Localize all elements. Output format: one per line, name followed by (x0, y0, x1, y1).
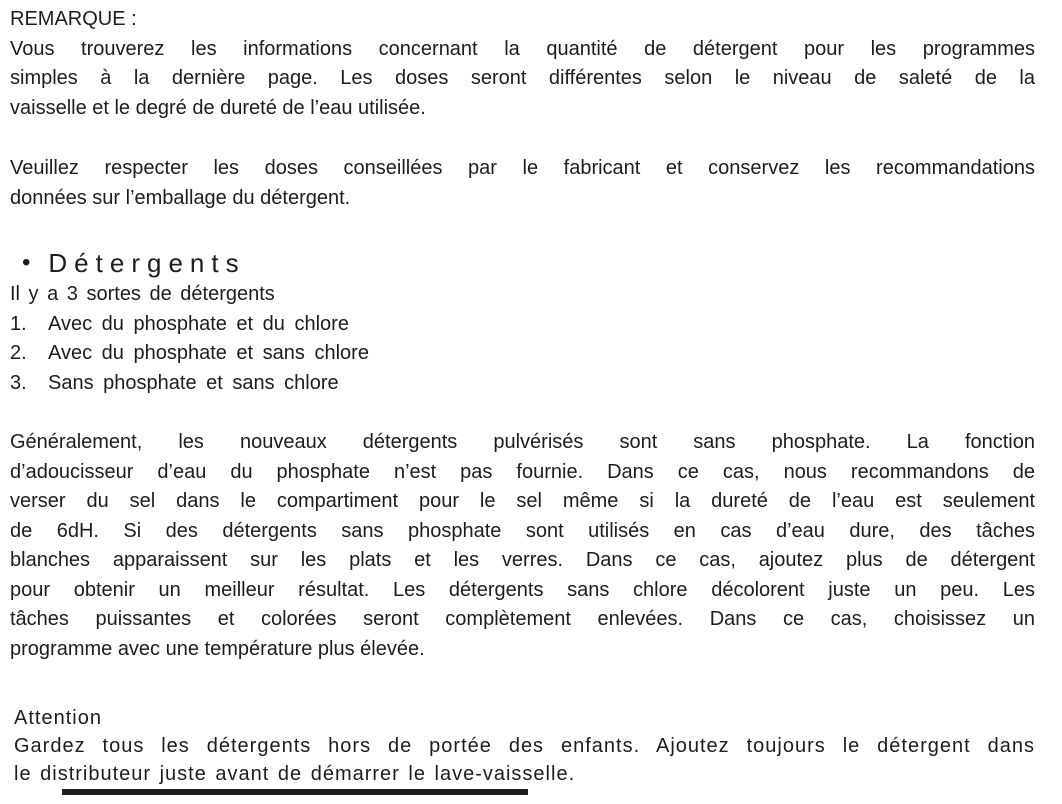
dosage-text-line: Veuillez respecter les doses conseillées par le fabricant et conservez les recommandations (10, 157, 1035, 179)
note-text-line: Vous trouverez les informations concernant la quantité de détergent pour les programmes (10, 37, 1035, 60)
body-text-line: Généralement, les nouveaux détergents pulvérisés sont sans phosphate. La fonction (10, 431, 1035, 453)
note-title: REMARQUE : (10, 8, 137, 30)
list-item-label: Avec du phosphate et du chlore (48, 312, 349, 335)
dosage-section (10, 154, 1035, 213)
attention-text-line: le distributeur juste avant de démarrer le lave-vaisselle. (14, 763, 576, 785)
note-section (10, 5, 1035, 123)
attention-section (10, 704, 1035, 788)
list-item-number: 2. (10, 342, 27, 364)
note-text-line: vaisselle et le degré de dureté de l’eau utilisée. (10, 96, 426, 119)
body-text-line: d’adoucisseur d’eau du phosphate n’est pas fournie. Dans ce cas, nous recommandons de (10, 460, 1035, 483)
detergents-heading (10, 246, 1035, 280)
attention-text-line: Gardez tous les détergents hors de portée des enfants. Ajoutez toujours le détergent dans (14, 735, 1035, 757)
detergents-intro: Il y a 3 sortes de détergents (10, 283, 275, 305)
body-text-line: pour obtenir un meilleur résultat. Les détergents sans chlore décolorent juste un peu. Les (10, 578, 1035, 601)
body-text-line: programme avec une température plus élevée. (10, 637, 425, 660)
detergents-body-section (10, 428, 1035, 664)
note-text-line: simples à la dernière page. Les doses seront différentes selon le niveau de saleté de la (10, 67, 1035, 89)
list-item-label: Sans phosphate et sans chlore (48, 371, 339, 394)
bullet-icon: • (22, 249, 31, 276)
detergents-heading-label: Détergents (48, 248, 246, 278)
list-item (10, 369, 1035, 399)
attention-title: Attention (14, 707, 102, 729)
list-item-number: 1. (10, 312, 27, 335)
detergent-types-list (10, 310, 1035, 399)
dosage-text-line: données sur l’emballage du détergent. (10, 186, 351, 209)
list-item-number: 3. (10, 371, 27, 394)
cutoff-text-artifact (62, 789, 528, 795)
body-text-line: tâches puissantes et colorées seront complètement enlevées. Dans ce cas, choisissez un (10, 608, 1035, 630)
list-item-label: Avec du phosphate et sans chlore (48, 342, 369, 364)
list-item (10, 339, 1035, 369)
body-text-line: blanches apparaissent sur les plats et les verres. Dans ce cas, ajoutez plus de détergent (10, 549, 1035, 571)
list-item (10, 310, 1035, 340)
body-text-line: de 6dH. Si des détergents sans phosphate sont utilisés en cas d’eau dure, des tâches (10, 519, 1035, 542)
body-text-line: verser du sel dans le compartiment pour le sel même si la dureté de l’eau est seulement (10, 490, 1035, 512)
